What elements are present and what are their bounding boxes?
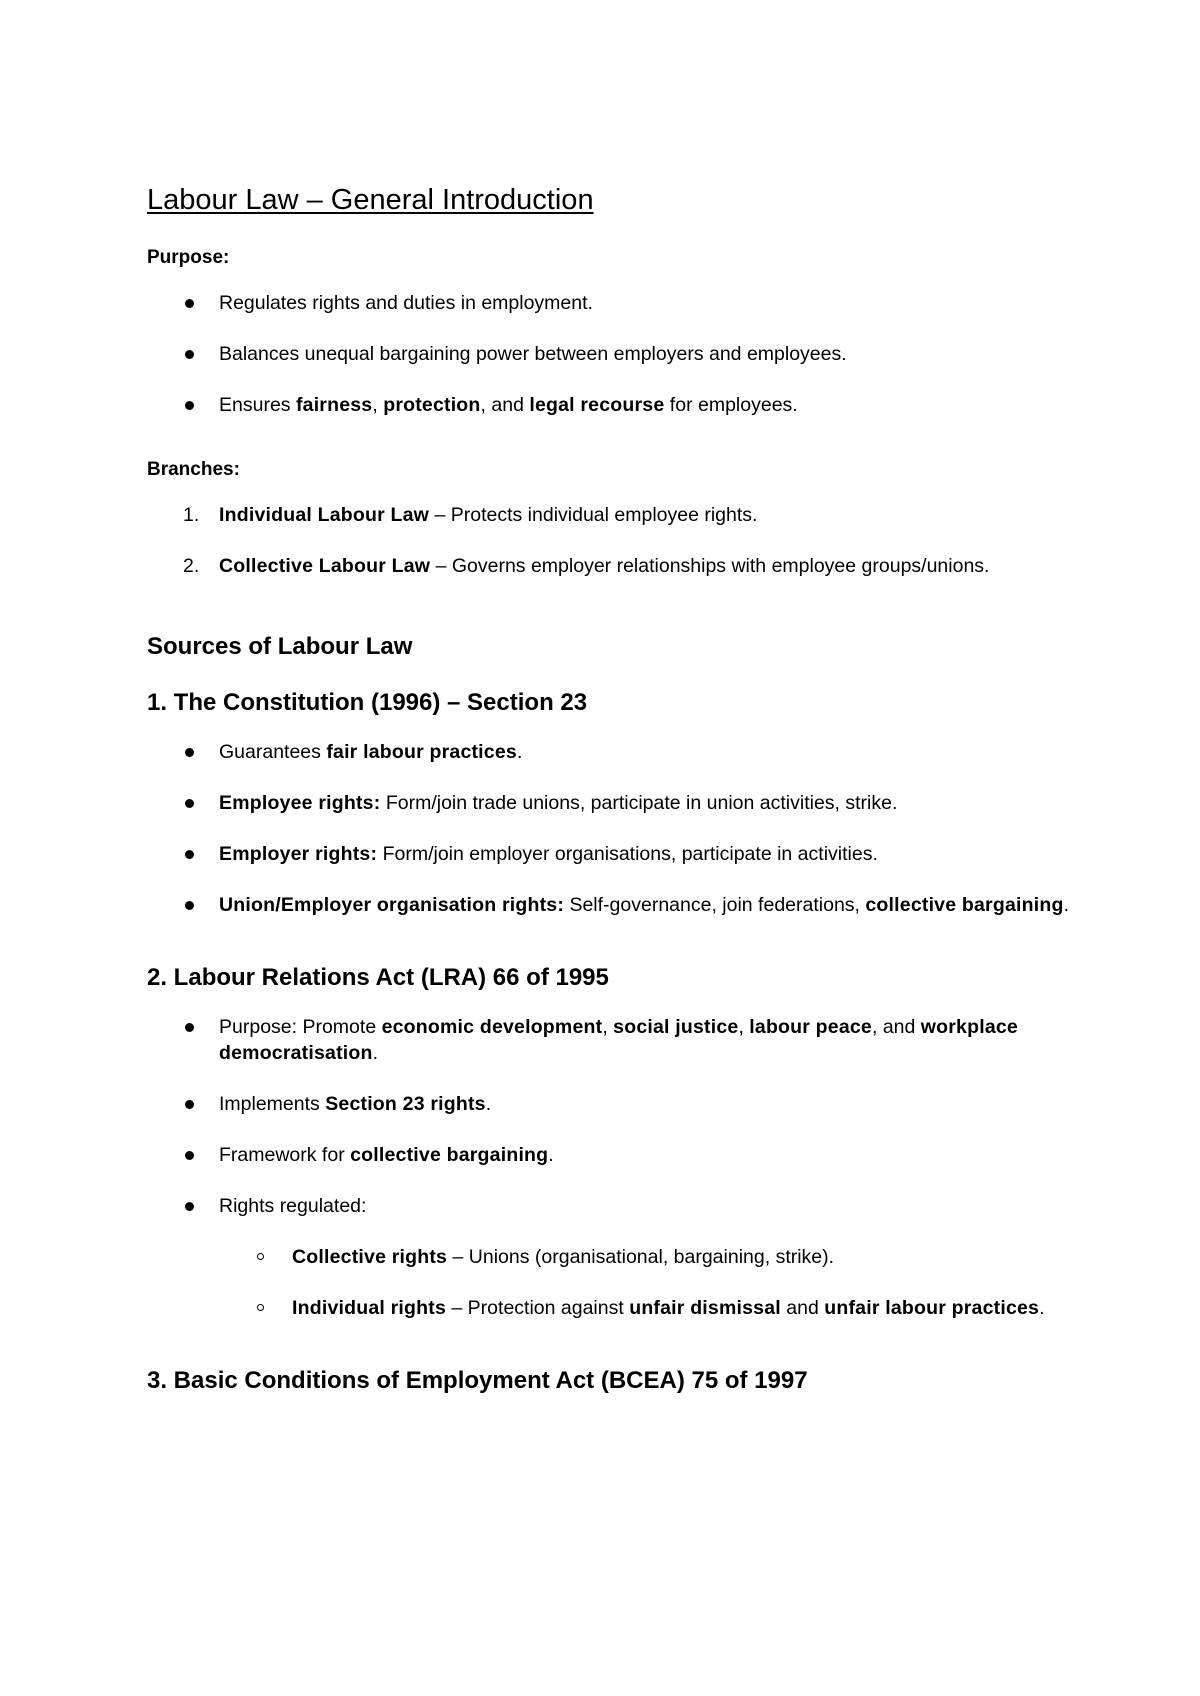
purpose-list bbox=[147, 290, 1077, 418]
branches-list bbox=[147, 502, 1077, 579]
text-run: Purpose: Promote bbox=[219, 1016, 382, 1038]
constitution-list bbox=[147, 739, 1077, 918]
list-item bbox=[147, 1142, 1077, 1168]
document-title: Labour Law – General Introduction bbox=[147, 184, 594, 216]
list-item bbox=[147, 1193, 1077, 1219]
bullet-icon bbox=[185, 1023, 194, 1032]
text-run: , and bbox=[871, 1016, 921, 1038]
hollow-bullet-icon bbox=[257, 1253, 264, 1260]
list-item bbox=[147, 841, 1077, 867]
list-item bbox=[147, 1091, 1077, 1117]
bold-text: economic development bbox=[381, 1016, 603, 1038]
text-run: , bbox=[372, 394, 384, 416]
bold-text: Collective rights bbox=[292, 1246, 448, 1268]
bullet-icon bbox=[185, 401, 194, 410]
text-run: . bbox=[1039, 1297, 1045, 1319]
bold-text: unfair dismissal bbox=[629, 1297, 781, 1319]
bold-text: legal recourse bbox=[529, 394, 665, 416]
bold-text: fairness bbox=[295, 394, 373, 416]
list-item bbox=[147, 502, 1077, 528]
bullet-icon bbox=[185, 1151, 194, 1160]
text-run: Form/join trade unions, participate in union activities, strike. bbox=[380, 792, 898, 814]
list-item bbox=[147, 1295, 1077, 1321]
list-number: 2. bbox=[183, 555, 200, 577]
text-run: Self-governance, join federations, bbox=[564, 894, 866, 916]
list-item bbox=[147, 1014, 1077, 1066]
hollow-bullet-icon bbox=[257, 1304, 264, 1311]
bullet-icon bbox=[185, 799, 194, 808]
bold-text: Union/Employer organisation rights: bbox=[219, 894, 565, 916]
bold-text: collective bargaining bbox=[350, 1144, 549, 1166]
text-run: . bbox=[1063, 894, 1069, 916]
document-page bbox=[147, 180, 1077, 1417]
bullet-icon bbox=[185, 1202, 194, 1211]
sources-heading: Sources of Labour Law bbox=[147, 633, 413, 660]
text-run: – Protection against bbox=[446, 1297, 630, 1319]
bold-text: workplace democratisation bbox=[219, 1016, 1018, 1064]
text-run: Rights regulated: bbox=[219, 1195, 367, 1217]
text-run: , and bbox=[480, 394, 530, 416]
text-run: Implements bbox=[219, 1093, 326, 1115]
branches-label: Branches: bbox=[147, 459, 240, 480]
text-run: Framework for bbox=[219, 1144, 351, 1166]
list-item bbox=[147, 892, 1077, 918]
text-run: – Unions (organisational, bargaining, strike). bbox=[447, 1246, 835, 1268]
text-run: , bbox=[738, 1016, 750, 1038]
text-run: . bbox=[485, 1093, 492, 1115]
bold-text: social justice bbox=[613, 1016, 739, 1038]
bold-text: Section 23 rights bbox=[325, 1093, 486, 1115]
bold-text: Individual Labour Law bbox=[219, 504, 430, 526]
constitution-heading: 1. The Constitution (1996) – Section 23 bbox=[147, 689, 588, 716]
text-run: Regulates rights and duties in employment. bbox=[219, 292, 593, 314]
bold-text: collective bargaining bbox=[865, 894, 1064, 916]
text-run: Form/join employer organisations, participate in activities. bbox=[377, 843, 878, 865]
text-run: Balances unequal bargaining power between employers and employees. bbox=[219, 343, 847, 365]
list-item bbox=[147, 290, 1077, 316]
list-item bbox=[147, 739, 1077, 765]
bold-text: Individual rights bbox=[292, 1297, 446, 1319]
list-item bbox=[147, 1244, 1077, 1270]
bullet-icon bbox=[185, 901, 194, 910]
list-item bbox=[147, 392, 1077, 418]
bold-text: fair labour practices bbox=[326, 741, 517, 763]
text-run: Guarantees bbox=[219, 741, 327, 763]
bullet-icon bbox=[185, 1100, 194, 1109]
lra-list bbox=[147, 1014, 1077, 1321]
bcea-heading: 3. Basic Conditions of Employment Act (BCEA) 75 of 1997 bbox=[147, 1367, 808, 1394]
bold-text: protection bbox=[383, 394, 481, 416]
bullet-icon bbox=[185, 299, 194, 308]
bullet-icon bbox=[185, 850, 194, 859]
bold-text: Employer rights: bbox=[219, 843, 378, 865]
purpose-label: Purpose: bbox=[147, 247, 230, 268]
bold-text: labour peace bbox=[749, 1016, 872, 1038]
bullet-icon bbox=[185, 748, 194, 757]
text-run: . bbox=[372, 1042, 379, 1064]
text-run: – Protects individual employee rights. bbox=[429, 504, 758, 526]
list-item bbox=[147, 341, 1077, 367]
bold-text: Employee rights: bbox=[219, 792, 381, 814]
list-item bbox=[147, 790, 1077, 816]
bold-text: unfair labour practices bbox=[824, 1297, 1040, 1319]
text-run: , bbox=[602, 1016, 614, 1038]
text-run: and bbox=[780, 1297, 825, 1319]
text-run: . bbox=[548, 1144, 554, 1166]
list-item bbox=[147, 553, 1077, 579]
text-run: for employees. bbox=[664, 394, 798, 416]
text-run: – Governs employer relationships with employee groups/unions. bbox=[430, 555, 990, 577]
text-run: Ensures bbox=[219, 394, 296, 416]
text-run: . bbox=[516, 741, 523, 763]
list-number: 1. bbox=[183, 504, 200, 526]
lra-heading: 2. Labour Relations Act (LRA) 66 of 1995 bbox=[147, 964, 609, 991]
bold-text: Collective Labour Law bbox=[219, 555, 431, 577]
bullet-icon bbox=[185, 350, 194, 359]
